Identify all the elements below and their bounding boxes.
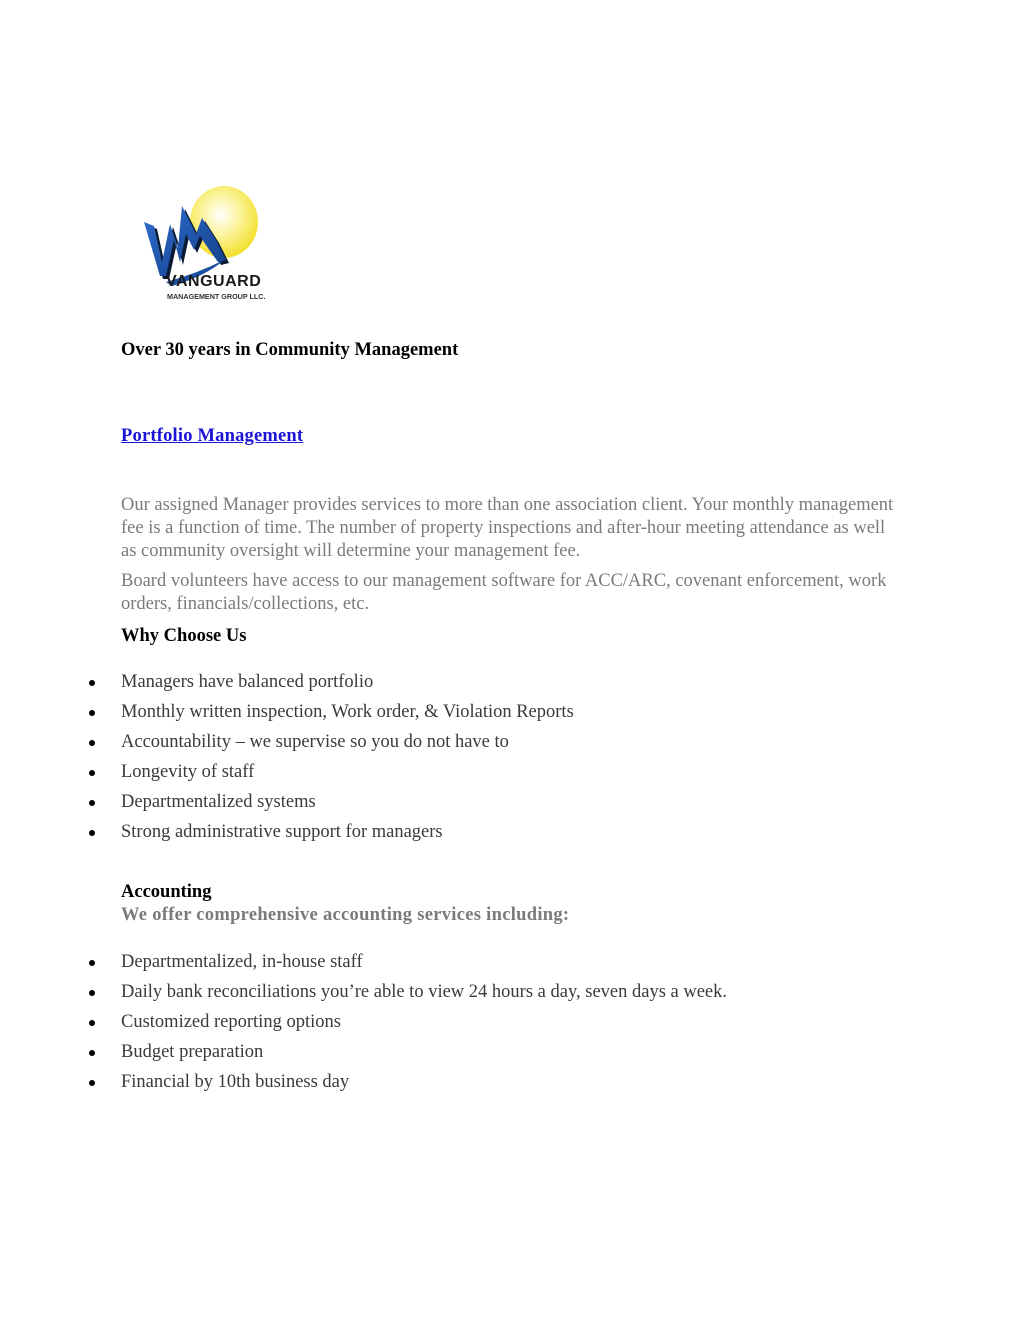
list-item-text: Daily bank reconciliations you’re able to view 24 hours a day, seven days a week. xyxy=(121,982,728,1002)
list-item-text: Monthly written inspection, Work order, & Violation Reports xyxy=(121,702,574,722)
bullet-icon xyxy=(89,960,95,966)
portfolio-paragraph-1: Our assigned Manager provides services to more than one association client. Your monthly management fee is a function of time. The number of property inspections and after-hour meeting attendance as well as community oversight will determine your management fee. xyxy=(121,495,894,561)
bullet-icon xyxy=(89,1020,95,1026)
bullet-icon xyxy=(89,1080,95,1086)
why-choose-us-heading: Why Choose Us xyxy=(121,626,247,646)
portfolio-management-link[interactable]: Portfolio Management xyxy=(121,426,304,446)
bullet-icon xyxy=(89,800,95,806)
logo-wordmark: VANGUARD xyxy=(166,273,262,290)
bullet-icon xyxy=(89,770,95,776)
bullet-icon xyxy=(89,830,95,836)
list-item-text: Financial by 10th business day xyxy=(121,1072,350,1092)
list-item-text: Customized reporting options xyxy=(121,1012,341,1032)
accounting-subheading: We offer comprehensive accounting services including: xyxy=(121,905,570,925)
list-item-text: Managers have balanced portfolio xyxy=(121,672,374,692)
bullet-icon xyxy=(89,710,95,716)
list-item-text: Accountability – we supervise so you do not have to xyxy=(121,732,509,752)
list-item-text: Budget preparation xyxy=(121,1042,264,1062)
bullet-icon xyxy=(89,680,95,686)
accounting-heading: Accounting xyxy=(121,882,212,902)
bullet-icon xyxy=(89,1050,95,1056)
logo-subline: MANAGEMENT GROUP LLC. xyxy=(167,292,266,301)
bullet-icon xyxy=(89,990,95,996)
tagline-heading: Over 30 years in Community Management xyxy=(121,340,459,360)
bullet-icon xyxy=(89,740,95,746)
portfolio-paragraph-2: Board volunteers have access to our management software for ACC/ARC, covenant enforcement, work orders, financials/collections, etc. xyxy=(121,571,887,614)
list-item-text: Longevity of staff xyxy=(121,762,255,782)
list-item-text: Strong administrative support for managers xyxy=(121,822,443,842)
list-item-text: Departmentalized systems xyxy=(121,792,316,812)
list-item-text: Departmentalized, in-house staff xyxy=(121,952,363,972)
vanguard-logo xyxy=(136,178,278,306)
